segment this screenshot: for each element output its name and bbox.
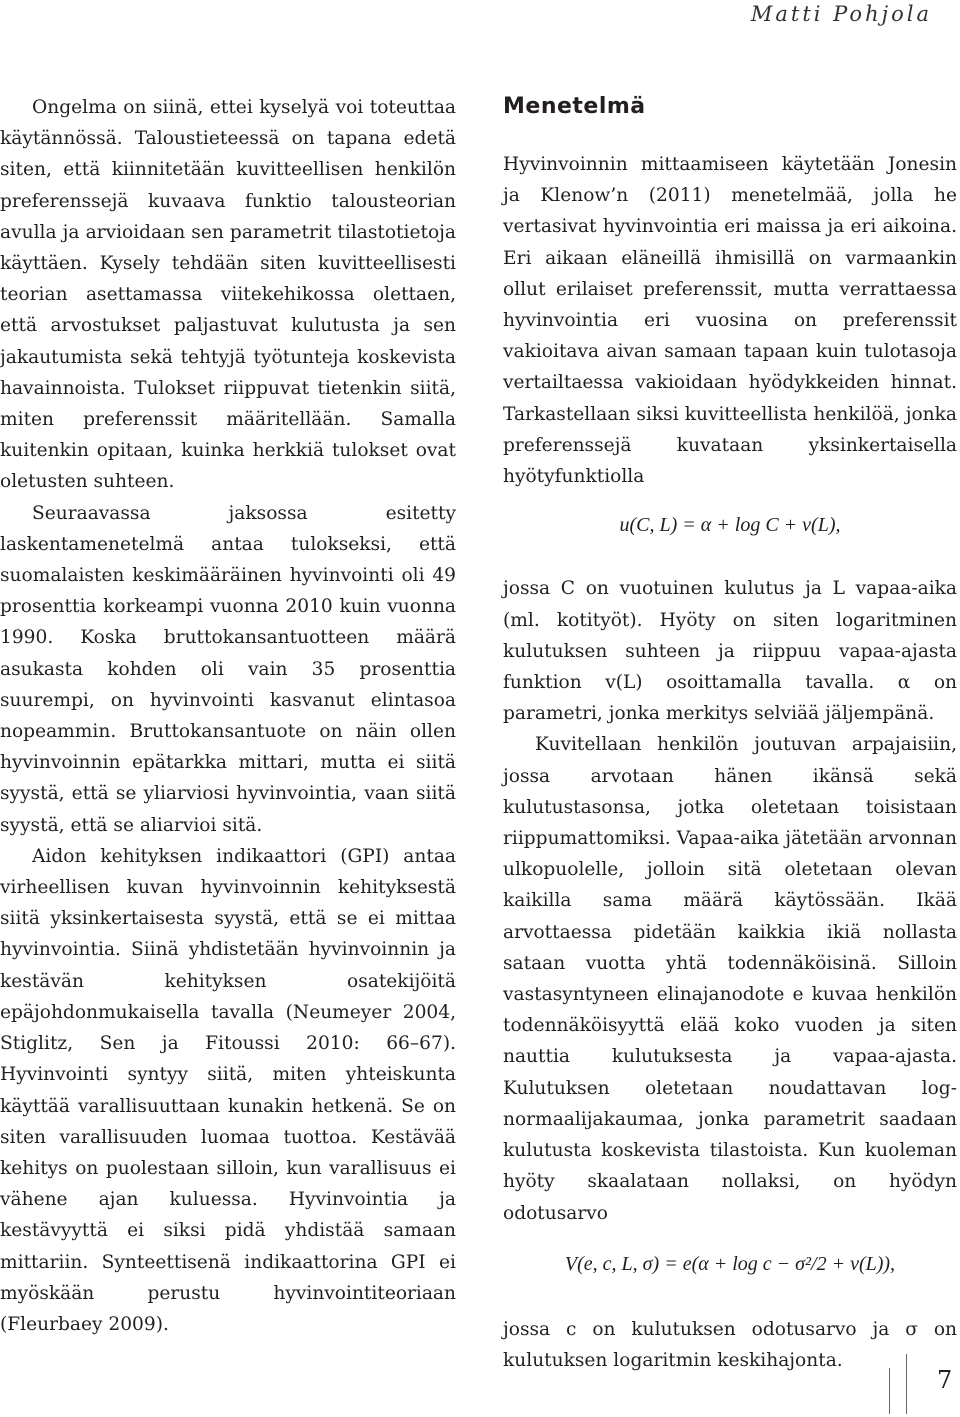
utility-function-formula: u(C, L) = α + log C + v(L),: [619, 514, 841, 537]
body-paragraph: Hyvinvoinnin mittaamiseen käytetään Jonesin ja Klenow’n (2011) menetelmää, jolla he vertasivat hyvinvointia eri maissa ja eri aikoina. Eri aikaan eläneillä ihmisillä on varmaankin ollut erilaiset preferenssit, mutta verrattaessa hyvinvointia eri vuosina on preferenssit vakioitava aivan samaan tapaan kuin tulotasoja vertailtaessa vakioidaan hyödykkeiden hinnat. Tarkastellaan siksi kuvitteellista henkilöä, jonka preferenssejä kuvataan yksinkertaisella hyötyfunktiolla: [503, 154, 957, 488]
body-paragraph: Kuvitellaan henkilön joutuvan arpajaisiin, jossa arvotaan hänen ikänsä sekä kulutustasonsa, jotka oletetaan toisistaan riippumattomiksi. Vapaa-aika jätetään arvonnan ulkopuolelle, jolloin sitä oletetaan olevan kaikilla sama määrä käytössään. Ikää arvottaessa pidetään kaikkia ikiä nollasta sataan vuotta yhtä todennäköisinä. Silloin vastasyntyneen elinajanodote e kuvaa henkilön todennäköisyyttä elää koko vuoden ja siten nauttia kulutuksesta ja vapaa-ajasta. Kulutuksen oletetaan noudattavan log-normaalijakaumaa, jonka parametrit saadaan kulutusta koskevista tilastoista. Kun kuoleman hyöty skaalataan nollaksi, on hyödyn odotusarvo: [503, 734, 957, 1224]
page-number: 7: [937, 1366, 953, 1394]
expected-utility-formula: V(e, c, L, σ) = e(α + log c − σ²/2 + v(L)),: [564, 1252, 896, 1275]
footer-rule: [906, 1354, 907, 1414]
body-paragraph: Aidon kehityksen indikaattori (GPI) antaa virheellisen kuvan hyvinvoinnin kehityksestä siitä yksinkertaisesta syystä, että se ei mittaa hyvinvointia. Siinä yhdistetään hyvinvoinnin ja kestävän kehityksen osatekijöitä epäjohdonmukaisella tavalla (Neumeyer 2004, Stiglitz, Sen ja Fitoussi 2010: 66–67). Hyvinvointi syntyy siitä, miten yhteiskunta käyttää varallisuuttaan kunakin hetkenä. Se on siten varallisuuden luomaa tuottoa. Kestävää kehitys on puolestaan silloin, kun varallisuus ei vähene ajan kuluessa. Hyvinvointia ja kestävyyttä ei siksi pidä yhdistää samaan mittariin. Synteettisenä indikaattorina GPI ei myöskään perustu hyvinvointiteoriaan (Fleurbaey 2009).: [0, 845, 456, 1335]
left-column: [0, 92, 456, 1340]
footer-rule: [889, 1368, 890, 1414]
body-paragraph: jossa C on vuotuinen kulutus ja L vapaa-aika (ml. kotityöt). Hyöty on siten logaritminen kulutuksen suhteen ja riippuu vapaa-ajasta funktion v(L) osoittamalla tavalla. α on parametri, jonka merkitys selviää jäljempänä.: [503, 578, 957, 725]
body-paragraph: jossa c on kulutuksen odotusarvo ja σ on kulutuksen logaritmin keskihajonta.: [503, 1318, 957, 1372]
body-paragraph: Seuraavassa jaksossa esitetty laskentamenetelmä antaa tulokseksi, että suomalaisten keskimääräinen hyvinvointi oli 49 prosenttia korkeampi vuonna 2010 kuin vuonna 1990. Koska bruttokansantuotteen määrä asukasta kohden oli vain 35 prosenttia suurempi, on hyvinvointi kasvanut elintasoa nopeammin. Bruttokansantuote on näin ollen hyvinvoinnin epätarkka mittari, mutta ei siitä syystä, että se yliarviosi hyvinvointia, vaan siitä syystä, että se aliarvioi sitä.: [0, 502, 456, 836]
right-column: [503, 92, 957, 1376]
section-heading: Menetelmä: [503, 94, 646, 119]
running-head: Matti Pohjola: [750, 2, 932, 26]
body-paragraph: Ongelma on siinä, ettei kyselyä voi toteuttaa käytännössä. Taloustieteessä on tapana edetä siten, että kiinnitetään kuvitteellisen henkilön preferenssejä kuvaava funktio talousteorian avulla ja arvioidaan sen parametrit tilastotietoja käyttäen. Kysely tehdään siten kuvitteellisesti teorian asettamassa viitekehikossa olettaen, että arvostukset paljastuvat kulutusta ja sen jakautumista sekä tehtyjä työtunteja koskevista havainnoista. Tulokset riippuvat tietenkin siitä, miten preferenssit määritellään. Samalla kuitenkin opitaan, kuinka herkkiä tulokset ovat oletusten suhteen.: [0, 97, 456, 493]
